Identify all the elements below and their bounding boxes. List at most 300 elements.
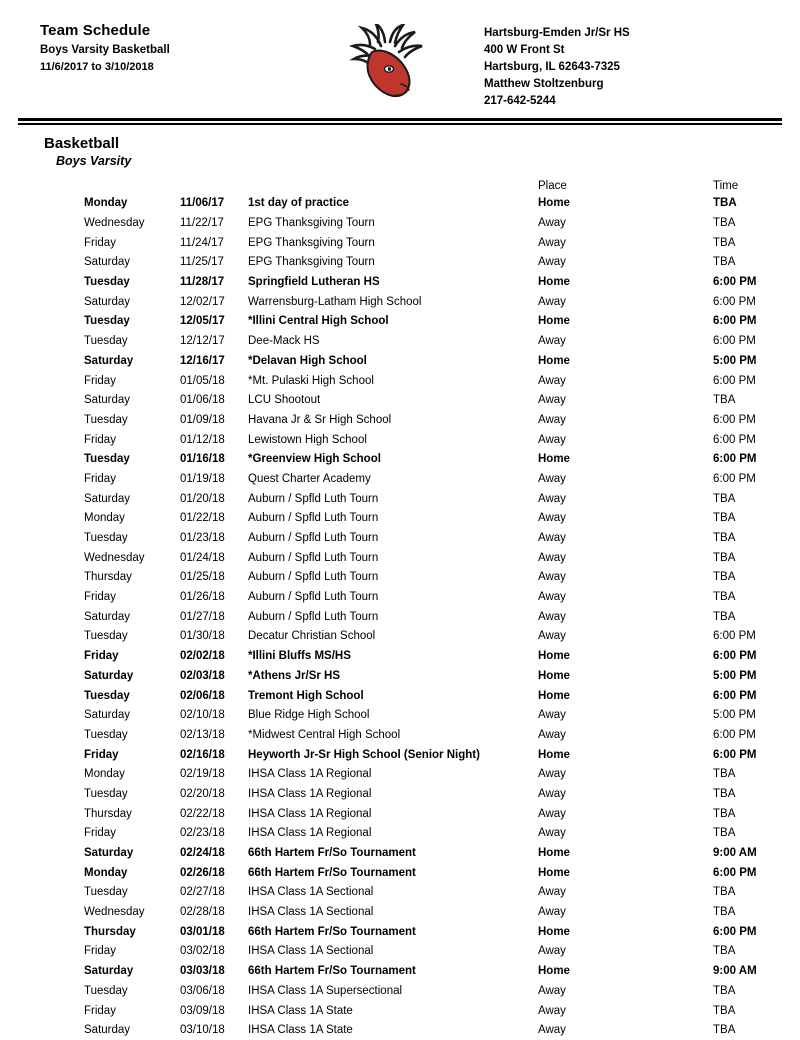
row-date: 02/22/18	[180, 804, 248, 824]
row-place: Away	[538, 469, 713, 489]
row-place: Away	[538, 1001, 713, 1021]
row-time: TBA	[713, 253, 800, 273]
row-day: Saturday	[84, 390, 180, 410]
table-row	[0, 666, 800, 686]
row-opponent: 66th Hartem Fr/So Tournament	[248, 922, 538, 942]
row-date: 02/16/18	[180, 745, 248, 765]
header-opponent	[248, 180, 538, 194]
row-day: Saturday	[84, 961, 180, 981]
row-place: Away	[538, 331, 713, 351]
table-row	[0, 194, 800, 214]
table-header-row	[0, 180, 800, 194]
table-row	[0, 489, 800, 509]
row-spacer	[0, 213, 84, 233]
row-day: Monday	[84, 764, 180, 784]
row-spacer	[0, 1001, 84, 1021]
row-date: 01/30/18	[180, 627, 248, 647]
row-time: 5:00 PM	[713, 705, 800, 725]
table-row	[0, 469, 800, 489]
row-place: Home	[538, 272, 713, 292]
row-time: TBA	[713, 883, 800, 903]
row-spacer	[0, 646, 84, 666]
row-time: 6:00 PM	[713, 430, 800, 450]
row-spacer	[0, 764, 84, 784]
row-opponent: Auburn / Spfld Luth Tourn	[248, 607, 538, 627]
row-place: Away	[538, 253, 713, 273]
table-row	[0, 528, 800, 548]
row-time: 6:00 PM	[713, 449, 800, 469]
school-logo	[310, 22, 460, 104]
row-opponent: *Mt. Pulaski High School	[248, 371, 538, 391]
table-row	[0, 961, 800, 981]
row-day: Friday	[84, 371, 180, 391]
schedule-table	[0, 180, 800, 1040]
table-row	[0, 764, 800, 784]
row-date: 11/24/17	[180, 233, 248, 253]
row-spacer	[0, 528, 84, 548]
table-row	[0, 804, 800, 824]
sport-name: Basketball	[44, 135, 800, 152]
row-spacer	[0, 430, 84, 450]
row-place: Away	[538, 587, 713, 607]
row-day: Tuesday	[84, 528, 180, 548]
row-day: Friday	[84, 469, 180, 489]
row-date: 02/24/18	[180, 843, 248, 863]
row-opponent: Auburn / Spfld Luth Tourn	[248, 528, 538, 548]
table-row	[0, 213, 800, 233]
row-day: Thursday	[84, 922, 180, 942]
row-day: Saturday	[84, 292, 180, 312]
table-row	[0, 745, 800, 765]
row-date: 01/23/18	[180, 528, 248, 548]
table-row	[0, 942, 800, 962]
row-opponent: IHSA Class 1A Sectional	[248, 942, 538, 962]
row-time: 6:00 PM	[713, 272, 800, 292]
table-row	[0, 312, 800, 332]
row-spacer	[0, 568, 84, 588]
row-spacer	[0, 804, 84, 824]
row-place: Home	[538, 194, 713, 214]
row-opponent: Auburn / Spfld Luth Tourn	[248, 548, 538, 568]
row-date: 02/27/18	[180, 883, 248, 903]
header-day	[84, 180, 180, 194]
row-spacer	[0, 686, 84, 706]
row-date: 01/12/18	[180, 430, 248, 450]
row-day: Friday	[84, 587, 180, 607]
school-info-block	[460, 22, 770, 110]
row-time: 6:00 PM	[713, 646, 800, 666]
row-place: Away	[538, 233, 713, 253]
row-date: 02/02/18	[180, 646, 248, 666]
row-spacer	[0, 902, 84, 922]
row-date: 01/25/18	[180, 568, 248, 588]
row-day: Friday	[84, 646, 180, 666]
row-opponent: Lewistown High School	[248, 430, 538, 450]
row-time: TBA	[713, 390, 800, 410]
team-level: Boys Varsity	[56, 154, 800, 168]
row-spacer	[0, 1020, 84, 1040]
row-opponent: IHSA Class 1A Sectional	[248, 883, 538, 903]
row-opponent: Springfield Lutheran HS	[248, 272, 538, 292]
season-date-range: 11/6/2017 to 3/10/2018	[40, 61, 310, 73]
row-date: 01/19/18	[180, 469, 248, 489]
row-spacer	[0, 843, 84, 863]
row-place: Home	[538, 646, 713, 666]
row-place: Away	[538, 883, 713, 903]
table-row	[0, 351, 800, 371]
row-date: 01/27/18	[180, 607, 248, 627]
row-date: 02/06/18	[180, 686, 248, 706]
row-time: TBA	[713, 509, 800, 529]
row-opponent: Blue Ridge High School	[248, 705, 538, 725]
table-row	[0, 449, 800, 469]
table-row	[0, 922, 800, 942]
row-opponent: IHSA Class 1A State	[248, 1001, 538, 1021]
row-time: TBA	[713, 233, 800, 253]
table-row	[0, 371, 800, 391]
row-time: TBA	[713, 528, 800, 548]
row-place: Home	[538, 961, 713, 981]
row-spacer	[0, 410, 84, 430]
row-date: 02/19/18	[180, 764, 248, 784]
table-row	[0, 843, 800, 863]
row-day: Saturday	[84, 1020, 180, 1040]
row-spacer	[0, 981, 84, 1001]
table-row	[0, 1020, 800, 1040]
row-place: Away	[538, 764, 713, 784]
row-spacer	[0, 863, 84, 883]
row-date: 03/09/18	[180, 1001, 248, 1021]
row-day: Saturday	[84, 607, 180, 627]
row-spacer	[0, 961, 84, 981]
row-place: Away	[538, 725, 713, 745]
row-date: 01/24/18	[180, 548, 248, 568]
table-row	[0, 272, 800, 292]
row-time: TBA	[713, 804, 800, 824]
row-opponent: IHSA Class 1A Regional	[248, 784, 538, 804]
row-time: TBA	[713, 587, 800, 607]
row-time: 5:00 PM	[713, 351, 800, 371]
row-time: 6:00 PM	[713, 410, 800, 430]
row-time: 6:00 PM	[713, 863, 800, 883]
row-time: TBA	[713, 607, 800, 627]
row-opponent: Dee-Mack HS	[248, 331, 538, 351]
team-subtitle: Boys Varsity Basketball	[40, 44, 310, 56]
row-place: Away	[538, 213, 713, 233]
row-day: Saturday	[84, 351, 180, 371]
row-place: Away	[538, 390, 713, 410]
table-row	[0, 1001, 800, 1021]
row-place: Home	[538, 843, 713, 863]
row-day: Tuesday	[84, 312, 180, 332]
row-spacer	[0, 292, 84, 312]
row-day: Tuesday	[84, 272, 180, 292]
table-row	[0, 390, 800, 410]
row-day: Friday	[84, 233, 180, 253]
row-time: TBA	[713, 902, 800, 922]
row-date: 02/23/18	[180, 824, 248, 844]
row-day: Monday	[84, 863, 180, 883]
row-opponent: Auburn / Spfld Luth Tourn	[248, 587, 538, 607]
row-opponent: 66th Hartem Fr/So Tournament	[248, 843, 538, 863]
row-spacer	[0, 587, 84, 607]
row-day: Thursday	[84, 804, 180, 824]
row-date: 02/28/18	[180, 902, 248, 922]
table-row	[0, 863, 800, 883]
row-day: Tuesday	[84, 784, 180, 804]
table-row	[0, 686, 800, 706]
row-opponent: *Greenview High School	[248, 449, 538, 469]
row-place: Away	[538, 410, 713, 430]
table-row	[0, 705, 800, 725]
row-place: Away	[538, 607, 713, 627]
row-date: 03/02/18	[180, 942, 248, 962]
row-spacer	[0, 331, 84, 351]
table-row	[0, 981, 800, 1001]
row-opponent: IHSA Class 1A Sectional	[248, 902, 538, 922]
row-day: Wednesday	[84, 213, 180, 233]
row-place: Away	[538, 430, 713, 450]
row-day: Saturday	[84, 489, 180, 509]
row-opponent: Decatur Christian School	[248, 627, 538, 647]
row-time: 6:00 PM	[713, 312, 800, 332]
row-time: 6:00 PM	[713, 469, 800, 489]
row-day: Saturday	[84, 843, 180, 863]
header-place: Place	[538, 180, 713, 194]
row-opponent: Tremont High School	[248, 686, 538, 706]
row-time: 9:00 AM	[713, 961, 800, 981]
row-opponent: *Delavan High School	[248, 351, 538, 371]
row-spacer	[0, 607, 84, 627]
table-row	[0, 607, 800, 627]
row-place: Home	[538, 351, 713, 371]
row-opponent: Auburn / Spfld Luth Tourn	[248, 489, 538, 509]
row-opponent: Quest Charter Academy	[248, 469, 538, 489]
table-row	[0, 548, 800, 568]
row-opponent: 66th Hartem Fr/So Tournament	[248, 863, 538, 883]
row-place: Home	[538, 686, 713, 706]
row-place: Home	[538, 922, 713, 942]
row-opponent: Havana Jr & Sr High School	[248, 410, 538, 430]
row-date: 02/03/18	[180, 666, 248, 686]
row-place: Away	[538, 371, 713, 391]
row-date: 11/25/17	[180, 253, 248, 273]
row-day: Monday	[84, 194, 180, 214]
header-time: Time	[713, 180, 800, 194]
row-day: Friday	[84, 430, 180, 450]
header-left-block	[40, 22, 310, 73]
row-place: Home	[538, 863, 713, 883]
row-time: TBA	[713, 942, 800, 962]
row-opponent: IHSA Class 1A Regional	[248, 764, 538, 784]
row-day: Wednesday	[84, 548, 180, 568]
row-spacer	[0, 469, 84, 489]
row-date: 12/12/17	[180, 331, 248, 351]
table-row	[0, 430, 800, 450]
row-spacer	[0, 548, 84, 568]
row-date: 02/20/18	[180, 784, 248, 804]
row-place: Away	[538, 627, 713, 647]
row-place: Away	[538, 489, 713, 509]
row-time: 6:00 PM	[713, 371, 800, 391]
table-row	[0, 646, 800, 666]
row-opponent: Heyworth Jr-Sr High School (Senior Night)	[248, 745, 538, 765]
row-day: Friday	[84, 824, 180, 844]
row-spacer	[0, 745, 84, 765]
row-spacer	[0, 233, 84, 253]
row-time: 6:00 PM	[713, 292, 800, 312]
row-place: Away	[538, 824, 713, 844]
row-spacer	[0, 824, 84, 844]
row-day: Saturday	[84, 253, 180, 273]
row-opponent: *Illini Bluffs MS/HS	[248, 646, 538, 666]
row-opponent: LCU Shootout	[248, 390, 538, 410]
row-time: 9:00 AM	[713, 843, 800, 863]
row-day: Tuesday	[84, 686, 180, 706]
row-date: 01/05/18	[180, 371, 248, 391]
row-time: TBA	[713, 764, 800, 784]
row-opponent: IHSA Class 1A Regional	[248, 824, 538, 844]
row-place: Away	[538, 784, 713, 804]
row-time: TBA	[713, 548, 800, 568]
row-opponent: Auburn / Spfld Luth Tourn	[248, 509, 538, 529]
table-row	[0, 824, 800, 844]
row-place: Away	[538, 548, 713, 568]
row-day: Friday	[84, 745, 180, 765]
row-date: 03/01/18	[180, 922, 248, 942]
header-date	[180, 180, 248, 194]
row-day: Tuesday	[84, 449, 180, 469]
table-row	[0, 331, 800, 351]
table-row	[0, 587, 800, 607]
table-row	[0, 784, 800, 804]
row-time: 6:00 PM	[713, 331, 800, 351]
row-opponent: EPG Thanksgiving Tourn	[248, 213, 538, 233]
row-day: Friday	[84, 1001, 180, 1021]
row-spacer	[0, 390, 84, 410]
row-time: 6:00 PM	[713, 627, 800, 647]
row-day: Tuesday	[84, 981, 180, 1001]
row-date: 12/16/17	[180, 351, 248, 371]
table-row	[0, 233, 800, 253]
section-heading	[0, 125, 800, 168]
row-day: Thursday	[84, 568, 180, 588]
row-spacer	[0, 351, 84, 371]
row-place: Away	[538, 981, 713, 1001]
row-spacer	[0, 194, 84, 214]
school-address: 400 W Front St	[484, 42, 770, 59]
row-date: 01/22/18	[180, 509, 248, 529]
row-date: 03/03/18	[180, 961, 248, 981]
table-row	[0, 627, 800, 647]
row-spacer	[0, 705, 84, 725]
row-opponent: *Midwest Central High School	[248, 725, 538, 745]
row-date: 02/26/18	[180, 863, 248, 883]
row-opponent: Auburn / Spfld Luth Tourn	[248, 568, 538, 588]
row-date: 11/06/17	[180, 194, 248, 214]
row-opponent: IHSA Class 1A State	[248, 1020, 538, 1040]
row-spacer	[0, 922, 84, 942]
row-day: Tuesday	[84, 627, 180, 647]
table-row	[0, 410, 800, 430]
row-place: Home	[538, 666, 713, 686]
row-time: TBA	[713, 489, 800, 509]
row-spacer	[0, 253, 84, 273]
row-spacer	[0, 627, 84, 647]
row-time: TBA	[713, 1020, 800, 1040]
row-opponent: 66th Hartem Fr/So Tournament	[248, 961, 538, 981]
document-header	[0, 0, 800, 100]
row-place: Away	[538, 1020, 713, 1040]
row-place: Home	[538, 312, 713, 332]
row-place: Away	[538, 804, 713, 824]
row-place: Away	[538, 528, 713, 548]
table-row	[0, 568, 800, 588]
row-opponent: EPG Thanksgiving Tourn	[248, 233, 538, 253]
row-opponent: IHSA Class 1A Regional	[248, 804, 538, 824]
row-spacer	[0, 312, 84, 332]
row-opponent: 1st day of practice	[248, 194, 538, 214]
row-spacer	[0, 942, 84, 962]
row-place: Away	[538, 509, 713, 529]
table-row	[0, 902, 800, 922]
row-time: TBA	[713, 568, 800, 588]
row-spacer	[0, 784, 84, 804]
row-date: 11/28/17	[180, 272, 248, 292]
row-spacer	[0, 666, 84, 686]
row-place: Away	[538, 568, 713, 588]
row-date: 03/06/18	[180, 981, 248, 1001]
row-day: Wednesday	[84, 902, 180, 922]
row-time: 5:00 PM	[713, 666, 800, 686]
table-row	[0, 292, 800, 312]
row-date: 01/16/18	[180, 449, 248, 469]
row-date: 12/05/17	[180, 312, 248, 332]
row-place: Away	[538, 705, 713, 725]
contact-phone: 217-642-5244	[484, 93, 770, 110]
row-place: Home	[538, 745, 713, 765]
row-time: 6:00 PM	[713, 725, 800, 745]
row-time: TBA	[713, 213, 800, 233]
row-day: Tuesday	[84, 331, 180, 351]
row-spacer	[0, 272, 84, 292]
row-opponent: *Athens Jr/Sr HS	[248, 666, 538, 686]
row-time: 6:00 PM	[713, 922, 800, 942]
header-spacer	[0, 180, 84, 194]
row-time: 6:00 PM	[713, 686, 800, 706]
row-date: 02/13/18	[180, 725, 248, 745]
row-day: Friday	[84, 942, 180, 962]
row-opponent: *Illini Central High School	[248, 312, 538, 332]
row-place: Home	[538, 449, 713, 469]
contact-name: Matthew Stoltzenburg	[484, 76, 770, 93]
row-spacer	[0, 883, 84, 903]
table-row	[0, 883, 800, 903]
row-time: TBA	[713, 1001, 800, 1021]
row-place: Away	[538, 942, 713, 962]
table-row	[0, 253, 800, 273]
row-date: 01/09/18	[180, 410, 248, 430]
row-date: 01/26/18	[180, 587, 248, 607]
row-date: 12/02/17	[180, 292, 248, 312]
schedule-table-body	[0, 194, 800, 1040]
row-date: 11/22/17	[180, 213, 248, 233]
row-spacer	[0, 449, 84, 469]
row-spacer	[0, 725, 84, 745]
row-date: 01/06/18	[180, 390, 248, 410]
row-time: TBA	[713, 784, 800, 804]
row-day: Tuesday	[84, 725, 180, 745]
